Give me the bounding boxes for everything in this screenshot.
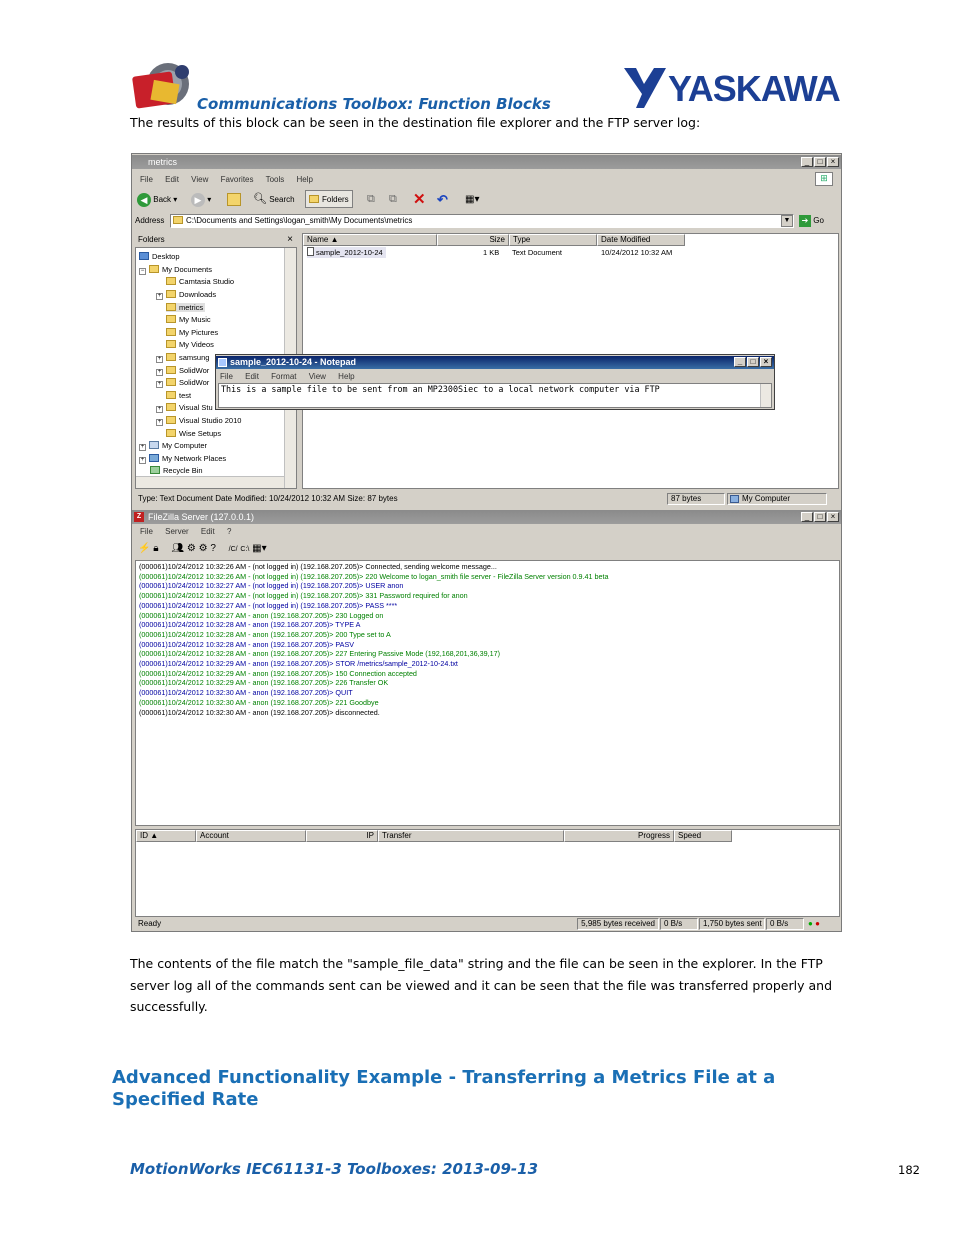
- menu-help[interactable]: Help: [296, 175, 313, 184]
- folder-icon: [149, 265, 159, 273]
- log-line: (000061)10/24/2012 10:32:28 AM - anon (192.168.207.205)> PASV: [139, 639, 355, 649]
- search-button[interactable]: 🔍︎ Search: [253, 193, 295, 205]
- minimize-icon[interactable]: _: [801, 157, 813, 167]
- notepad-titlebar: sample_2012-10-24 - Notepad _ □ ×: [216, 356, 774, 369]
- log-line: (000061)10/24/2012 10:32:27 AM - (not logged in) (192.168.207.205)> PASS ****: [139, 600, 398, 610]
- chevron-down-icon[interactable]: ▼: [781, 215, 793, 227]
- column-progress[interactable]: Progress: [564, 830, 674, 842]
- menu-help[interactable]: ?: [226, 527, 232, 536]
- bytes-received: 5,985 bytes received: [577, 918, 659, 930]
- menu-server[interactable]: Server: [165, 527, 189, 536]
- explorer-toolbar: [135, 190, 835, 210]
- music-folder-icon: [166, 315, 176, 323]
- explorer-menubar: [132, 173, 841, 186]
- tree-item[interactable]: test: [166, 391, 191, 400]
- filezilla-titlebar: Z FileZilla Server (127.0.0.1) _ □ ×: [132, 510, 841, 524]
- tree-item[interactable]: + samsung: [157, 353, 210, 362]
- expand-icon[interactable]: +: [140, 457, 145, 463]
- brand-wordmark: YASKAWA: [668, 68, 840, 109]
- menu-help[interactable]: Help: [338, 372, 355, 381]
- notepad-window: [215, 354, 775, 410]
- tree-item[interactable]: + My Network Places: [140, 454, 227, 463]
- footer-title: MotionWorks IEC61131-3 Toolboxes: 2013-09-13: [130, 1160, 539, 1178]
- path2-button[interactable]: C:\: [240, 546, 250, 553]
- server-log: [135, 560, 840, 826]
- back-button[interactable]: ◀ Back ▾: [137, 191, 177, 208]
- menu-edit[interactable]: Edit: [200, 527, 215, 536]
- path1-button[interactable]: /C/: [228, 546, 238, 553]
- menu-format[interactable]: Format: [271, 372, 297, 381]
- undo-icon[interactable]: ↶: [437, 192, 448, 207]
- tree-item[interactable]: My Videos: [166, 340, 214, 349]
- log-line: (000061)10/24/2012 10:32:30 AM - anon (192.168.207.205)> QUIT: [139, 688, 353, 698]
- vertical-scrollbar[interactable]: [760, 384, 771, 407]
- bytes-sent: 1,750 bytes sent: [699, 918, 765, 930]
- filezilla-menubar: [132, 525, 841, 538]
- menu-favorites[interactable]: Favorites: [220, 175, 254, 184]
- maximize-icon[interactable]: □: [814, 157, 826, 167]
- help-icon[interactable]: ?: [210, 543, 216, 554]
- expand-icon[interactable]: +: [157, 356, 162, 362]
- receive-rate: 0 B/s: [660, 918, 698, 930]
- forward-button[interactable]: ▶ ▾: [191, 191, 211, 208]
- view-icon[interactable]: ▦▾: [252, 543, 267, 554]
- tree-item[interactable]: My Pictures: [166, 328, 218, 337]
- delete-icon[interactable]: ✕: [413, 191, 426, 208]
- column-id[interactable]: ID ▲: [136, 830, 196, 842]
- address-input[interactable]: C:\Documents and Settings\logan_smith\My Documents\metrics ▼: [170, 214, 794, 228]
- expand-icon[interactable]: +: [157, 381, 162, 387]
- lock-icon[interactable]: 🔒︎: [153, 543, 159, 554]
- windows-flag-icon: ⊞: [815, 172, 833, 186]
- notepad-textarea[interactable]: This is a sample file to be sent from an MP2300Siec to a local network computer via FTP: [218, 383, 772, 408]
- column-account[interactable]: Account: [196, 830, 306, 842]
- folder-open-icon: [166, 303, 176, 311]
- log-line: (000061)10/24/2012 10:32:29 AM - anon (192.168.207.205)> 226 Transfer OK: [139, 678, 389, 688]
- screenshot: [131, 153, 842, 932]
- menu-file[interactable]: File: [140, 527, 153, 536]
- maximize-icon[interactable]: □: [747, 357, 759, 367]
- forward-icon: ▶: [191, 193, 205, 207]
- groups-icon[interactable]: ⚙: [186, 543, 196, 554]
- lightning-icon[interactable]: ⚡: [138, 543, 151, 554]
- log-line: (000061)10/24/2012 10:32:29 AM - anon (192.168.207.205)> 150 Connection accepted: [139, 668, 417, 678]
- address-label: Address: [135, 216, 165, 225]
- folder-icon: [309, 195, 319, 203]
- folder-icon: [166, 403, 176, 411]
- go-arrow-icon: ➔: [799, 215, 811, 227]
- tree-item[interactable]: My Music: [166, 315, 211, 324]
- menu-view[interactable]: View: [308, 372, 326, 381]
- status-zone: My Computer: [727, 493, 827, 505]
- tree-item[interactable]: Desktop: [139, 252, 180, 261]
- pictures-folder-icon: [166, 328, 176, 336]
- page-number: 182: [898, 1163, 920, 1177]
- videos-folder-icon: [166, 340, 176, 348]
- folder-icon: [166, 277, 176, 285]
- column-ip[interactable]: IP: [306, 830, 378, 842]
- tree-item[interactable]: − My Documents: [140, 265, 213, 274]
- header-title: Communications Toolbox: Function Blocks: [197, 95, 551, 113]
- back-icon: ◀: [137, 193, 151, 207]
- column-type[interactable]: Type: [509, 234, 597, 246]
- body-paragraph: The contents of the file match the "sample_file_data" string and the file can be seen in the explorer. In the FTP server log all of the commands sent can be viewed and it can be seen that the file was transferred properly and successfully.: [130, 956, 833, 1014]
- menu-view[interactable]: View: [191, 175, 209, 184]
- menu-tools[interactable]: Tools: [265, 175, 285, 184]
- folder-icon: [166, 391, 176, 399]
- send-rate: 0 B/s: [766, 918, 804, 930]
- up-folder-icon[interactable]: [227, 191, 241, 208]
- folder-icon: [166, 290, 176, 298]
- tree-item[interactable]: + Visual Stu: [157, 403, 213, 412]
- yaskawa-logo: [622, 66, 844, 110]
- log-line: (000061)10/24/2012 10:32:27 AM - (not logged in) (192.168.207.205)> 331 Password required for anon: [139, 591, 468, 601]
- collapse-icon[interactable]: −: [140, 268, 145, 274]
- computer-icon: [730, 495, 739, 503]
- go-button[interactable]: ➔ Go: [799, 214, 824, 227]
- close-icon[interactable]: ×: [827, 512, 839, 522]
- network-icon: [149, 454, 159, 462]
- folder-icon: [166, 429, 176, 437]
- tree-item[interactable]: + Visual Studio 2010: [157, 416, 242, 425]
- file-row[interactable]: sample_2012-10-24 1 KB Text Document 10/24/2012 10:32 AM: [303, 247, 703, 258]
- column-speed[interactable]: Speed: [674, 830, 732, 842]
- log-line: (000061)10/24/2012 10:32:28 AM - anon (192.168.207.205)> 227 Entering Passive Mode (192,168,201,36,39,17): [139, 649, 501, 659]
- log-line: (000061)10/24/2012 10:32:27 AM - anon (192.168.207.205)> 230 Logged on: [139, 610, 384, 620]
- explorer-status: Type: Text Document Date Modified: 10/24/2012 10:32 AM Size: 87 bytes: [138, 494, 398, 503]
- section-heading: Advanced Functionality Example - Transferring a Metrics File at a Specified Rate: [112, 1067, 776, 1110]
- menu-file[interactable]: File: [220, 372, 233, 381]
- log-line: (000061)10/24/2012 10:32:26 AM - (not logged in) (192.168.207.205)> 220 Welcome to logan_smith file server - FileZilla Server version 0.9.41 beta: [139, 571, 609, 581]
- expand-icon[interactable]: +: [140, 444, 145, 450]
- log-line: (000061)10/24/2012 10:32:28 AM - anon (192.168.207.205)> 200 Type set to A: [139, 629, 391, 639]
- filezilla-toolbar: [138, 540, 438, 557]
- expand-icon[interactable]: +: [157, 369, 162, 375]
- computer-icon: [149, 441, 159, 449]
- folder-icon: [166, 366, 176, 374]
- menu-edit[interactable]: Edit: [165, 175, 179, 184]
- filezilla-icon: Z: [134, 512, 144, 522]
- close-pane-icon[interactable]: ×: [287, 234, 293, 245]
- move-to-icon[interactable]: ⧉: [367, 193, 375, 205]
- menu-edit[interactable]: Edit: [245, 372, 259, 381]
- status-size: 87 bytes: [667, 493, 725, 505]
- views-icon[interactable]: ▦▾: [465, 194, 480, 205]
- tree-item[interactable]: Wise Setups: [166, 429, 221, 438]
- log-line: (000061)10/24/2012 10:32:28 AM - anon (192.168.207.205)> TYPE A: [139, 620, 361, 630]
- log-line: (000061)10/24/2012 10:32:30 AM - anon (192.168.207.205)> 221 Goodbye: [139, 697, 379, 707]
- close-icon[interactable]: ×: [827, 157, 839, 167]
- log-line: (000061)10/24/2012 10:32:27 AM - (not logged in) (192.168.207.205)> USER anon: [139, 581, 404, 591]
- recycle-bin-icon: [150, 466, 160, 474]
- folders-pane-header: Folders ×: [138, 234, 293, 245]
- tree-item[interactable]: + My Computer: [140, 441, 208, 450]
- minimize-icon[interactable]: _: [734, 357, 746, 367]
- folder-icon: [166, 353, 176, 361]
- column-size[interactable]: Size: [437, 234, 509, 246]
- tree-item[interactable]: + SolidWor: [157, 378, 210, 387]
- desktop-icon: [139, 252, 149, 260]
- tree-item-selected[interactable]: metrics: [166, 303, 205, 312]
- menu-file[interactable]: File: [140, 175, 153, 184]
- explorer-titlebar: [132, 155, 841, 169]
- search-icon: 🔍︎: [253, 193, 267, 205]
- log-line: (000061)10/24/2012 10:32:29 AM - anon (192.168.207.205)> STOR /metrics/sample_2012-10-24.txt: [139, 659, 458, 668]
- sessions-list: [135, 829, 840, 917]
- log-line: (000061)10/24/2012 10:32:26 AM - (not logged in) (192.168.207.205)> Connected, sending welcome message...: [139, 562, 497, 571]
- close-icon[interactable]: ×: [760, 357, 772, 367]
- expand-icon[interactable]: +: [157, 419, 162, 425]
- folder-icon: [166, 378, 176, 386]
- tree-item[interactable]: + Downloads: [157, 290, 217, 299]
- log-line: (000061)10/24/2012 10:32:30 AM - anon (192.168.207.205)> disconnected.: [139, 707, 380, 717]
- expand-icon[interactable]: +: [157, 406, 162, 412]
- maximize-icon[interactable]: □: [814, 512, 826, 522]
- minimize-icon[interactable]: _: [801, 512, 813, 522]
- notepad-menubar: [216, 370, 774, 383]
- notepad-icon: [218, 358, 227, 367]
- column-name[interactable]: Name ▲: [303, 234, 437, 246]
- intro-text: The results of this block can be seen in the destination file explorer and the FTP server log:: [130, 115, 701, 130]
- horizontal-scrollbar[interactable]: [136, 476, 284, 488]
- copy-to-icon[interactable]: ⧉: [389, 193, 397, 205]
- explorer-title: metrics: [148, 157, 177, 167]
- text-file-icon: [307, 247, 314, 256]
- activity-lights-icon: ● ●: [808, 919, 820, 928]
- filezilla-status-ready: Ready: [138, 919, 162, 928]
- column-date-modified[interactable]: Date Modified: [597, 234, 685, 246]
- folder-icon: [173, 216, 183, 224]
- folder-icon: [166, 416, 176, 424]
- column-transfer[interactable]: Transfer: [378, 830, 564, 842]
- tree-item[interactable]: + SolidWor: [157, 366, 210, 375]
- folders-button[interactable]: Folders: [305, 190, 353, 208]
- tree-item[interactable]: Camtasia Studio: [166, 277, 234, 286]
- toolbox-logo: [132, 60, 198, 110]
- settings-icon[interactable]: ⚙: [198, 543, 208, 554]
- tree-item[interactable]: Recycle Bin: [150, 466, 203, 475]
- expand-icon[interactable]: +: [157, 293, 162, 299]
- users-icon[interactable]: 👥︎: [171, 543, 185, 554]
